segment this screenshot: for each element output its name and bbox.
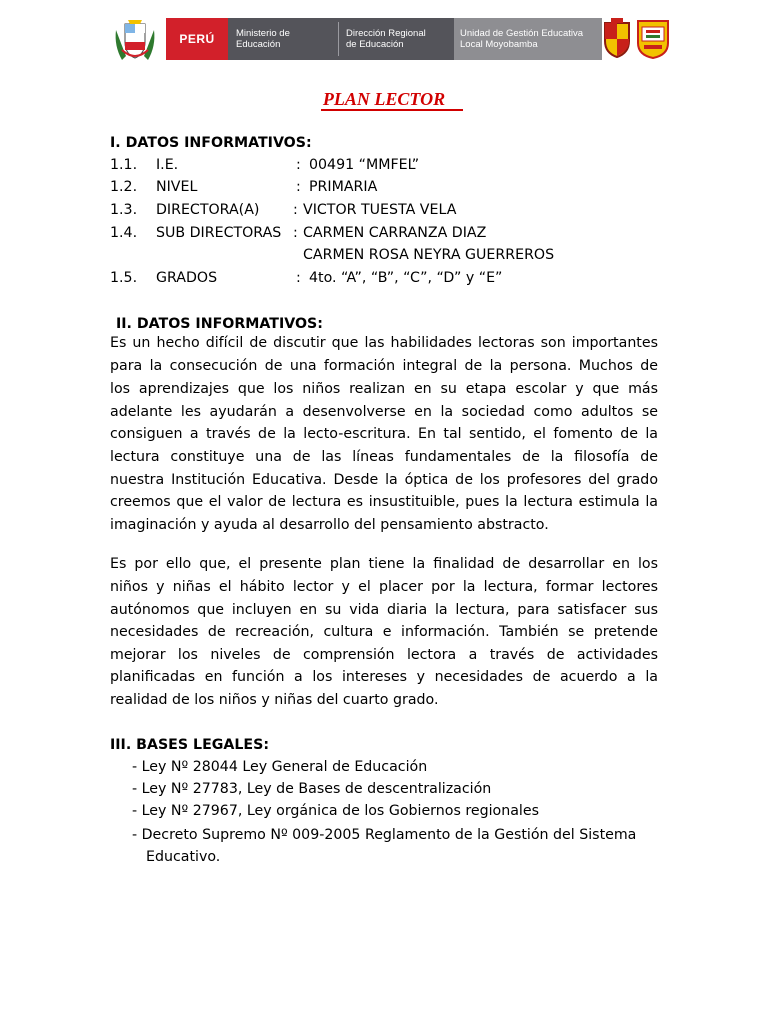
row-value: CARMEN CARRANZA DIAZ (303, 225, 487, 241)
row-number: 1.3. (110, 202, 138, 218)
section-1-heading: I. DATOS INFORMATIVOS: (110, 135, 312, 151)
row-value: PRIMARIA (309, 179, 378, 195)
row-label: DIRECTORA(A) (156, 202, 260, 218)
band-divider (338, 22, 339, 56)
ugel-line-2: Local Moyobamba (460, 39, 538, 50)
row-number: 1.4. (110, 225, 138, 241)
paragraph-line: Es un hecho difícil de discutir que las habilidades lectoras son importantes (110, 335, 658, 351)
legal-item-continued: Educativo. (146, 849, 221, 865)
row-label: GRADOS (156, 270, 218, 286)
paragraph-line: consiguen a través de la lecto-escritura. En tal sentido, el fomento de la (110, 426, 658, 442)
paragraph-line: mejorar los niveles de comprensión lectora a través de actividades (110, 647, 658, 663)
legal-item: - Ley Nº 27967, Ley orgánica de los Gobiernos regionales (132, 803, 539, 819)
row-number: 1.1. (110, 157, 138, 173)
paragraph-line: Es por ello que, el presente plan tiene la finalidad de desarrollar en los (110, 556, 658, 572)
paragraph-line: realidad de los niños y niñas del cuarto grado. (110, 692, 439, 708)
paragraph-line: para la consecución de una formación integral de la persona. Muchos de (110, 358, 658, 374)
paragraph-line: autónomos que incluyen en su vida diaria la lectura, para satisfacer sus (110, 602, 658, 618)
row-colon: : (296, 270, 301, 286)
paragraph-line: niños y niñas el hábito lector y el placer por la lectura, formar lectores (110, 579, 658, 595)
row-number: 1.2. (110, 179, 138, 195)
row-value: VICTOR TUESTA VELA (303, 202, 457, 218)
peru-label: PERÚ (179, 32, 215, 46)
row-colon: : (293, 225, 298, 241)
paragraph-line: lectura constituye una de las líneas fundamentales de la filosofía de (110, 449, 658, 465)
paragraph-line: imaginación y ayuda al desarrollo del pensamiento abstracto. (110, 517, 549, 533)
ministry-line-2: Educación (236, 39, 281, 50)
row-value: CARMEN ROSA NEYRA GUERREROS (303, 247, 555, 263)
row-colon: : (296, 157, 301, 173)
legal-item: - Ley Nº 27783, Ley de Bases de descentralización (132, 781, 492, 797)
ministry-band (228, 18, 454, 60)
section-2-heading: II. DATOS INFORMATIVOS: (116, 316, 323, 332)
row-label: I.E. (156, 157, 179, 173)
ministry-line-1: Ministerio de (236, 28, 290, 39)
paragraph-line: los aprendizajes que los niños realizan en su etapa escolar y que más (110, 381, 658, 397)
paragraph-line: planificadas en función a los intereses y necesidades de acuerdo a la (110, 669, 658, 685)
legal-item: - Decreto Supremo Nº 009-2005 Reglamento de la Gestión del Sistema (132, 827, 637, 843)
ugel-line-1: Unidad de Gestión Educativa (460, 28, 584, 39)
regional-line-1: Dirección Regional (346, 28, 426, 39)
title-underline (321, 109, 463, 111)
row-number: 1.5. (110, 270, 138, 286)
institutional-header (112, 16, 660, 62)
row-value: 4to. “A”, “B”, “C”, “D” y “E” (309, 270, 503, 286)
paragraph-line: creemos que el valor de lectura es insustituible, pues la lectura estimula la (110, 494, 658, 510)
paragraph-line: adelante les ayudarán a desenvolverse en la sociedad como adultos se (110, 404, 658, 420)
section-3-heading: III. BASES LEGALES: (110, 737, 270, 753)
document-title: PLAN LECTOR (322, 89, 446, 109)
paragraph-line: nuestra Institución Educativa. Desde la óptica de los profesores del grado (110, 472, 658, 488)
legal-item: - Ley Nº 28044 Ley General de Educación (132, 759, 428, 775)
row-colon: : (293, 202, 298, 218)
regional-line-2: de Educación (346, 39, 404, 50)
municipal-shield-icon (602, 17, 632, 59)
row-label: NIVEL (156, 179, 198, 195)
peru-band (166, 18, 228, 60)
peru-coat-of-arms-icon (112, 16, 158, 62)
row-label: SUB DIRECTORAS (156, 225, 282, 241)
ugel-band (454, 18, 602, 60)
row-colon: : (296, 179, 301, 195)
row-value: 00491 “MMFEL” (309, 157, 420, 173)
school-shield-icon (636, 17, 670, 59)
paragraph-line: necesidades de recreación, cultura e información. También se pretende (110, 624, 658, 640)
